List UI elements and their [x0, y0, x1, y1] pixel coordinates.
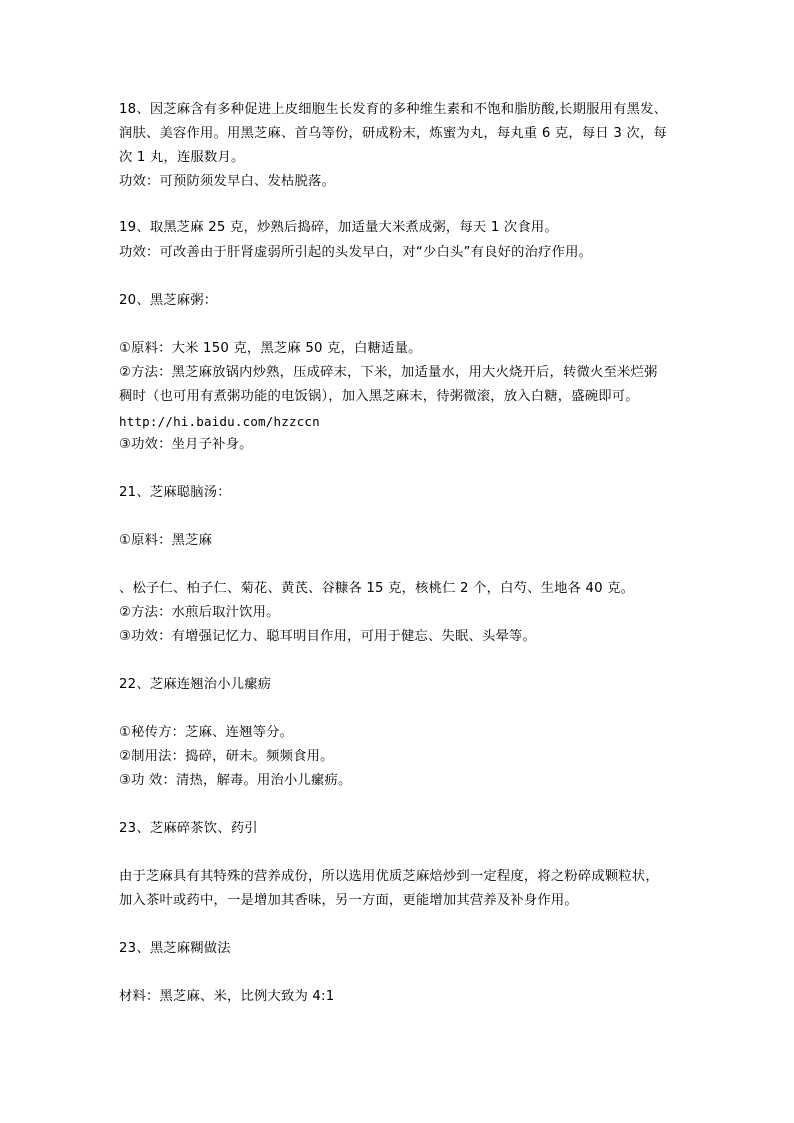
- item-23-body-line-2: 加入茶叶或药中，一是增加其香味，另一方面，更能增加其营养及补身作用。: [119, 893, 578, 908]
- item-20-method-line-2: 稠时（也可用有煮粥功能的电饭锅），加入黑芝麻末，待粥微滚，放入白糖，盛碗即可。: [119, 389, 639, 404]
- item-23-body-line-1: 由于芝麻具有其特殊的营养成份，所以选用优质芝麻焙炒到一定程度，将之粉碎成颗粒状，: [119, 869, 659, 884]
- item-18-line-1: 18、因芝麻含有多种促进上皮细胞生长发育的多种维生素和不饱和脂肪酸,长期服用有黑发、: [119, 102, 668, 117]
- item-21-effect: ③功效：有增强记忆力、聪耳明目作用，可用于健忘、失眠、头晕等。: [119, 629, 537, 644]
- item-19-effect: 功效：可改善由于肝肾虚弱所引起的头发早白，对“少白头”有良好的治疗作用。: [119, 245, 593, 260]
- item-22-method: ②制用法：捣碎，研末。频频食用。: [119, 749, 334, 764]
- item-20-heading: 20、黑芝麻粥：: [119, 293, 218, 308]
- item-18-line-2: 润肤、美容作用。用黑芝麻、首乌等份，研成粉末，炼蜜为丸，每丸重 6 克，每日 3 次，每: [119, 126, 667, 141]
- item-22-recipe: ①秘传方：芝麻、连翘等分。: [119, 725, 294, 740]
- item-20-method-line-1: ②方法：黑芝麻放锅内炒熟，压成碎末，下米，加适量水，用大火烧开后，转微火至米烂粥: [119, 365, 658, 380]
- item-20-ingredients: ①原料：大米 150 克，黑芝麻 50 克，白糖适量。: [119, 341, 422, 356]
- item-18-line-3: 次 1 丸，连服数月。: [119, 150, 245, 165]
- item-19-line-1: 19、取黑芝麻 25 克，炒熟后捣碎，加适量大米煮成粥，每天 1 次食用。: [119, 220, 558, 235]
- item-18-effect: 功效：可预防须发早白、发枯脱落。: [119, 174, 335, 189]
- item-21-method: ②方法：水煎后取汁饮用。: [119, 605, 280, 620]
- source-url: http://hi.baidu.com/hzzccn: [119, 414, 320, 429]
- item-20-effect: ③功效：坐月子补身。: [119, 437, 253, 452]
- item-23b-ingredients: 材料：黑芝麻、米，比例大致为 4:1: [119, 989, 335, 1004]
- item-22-heading: 22、芝麻连翘治小儿瘰疬: [119, 677, 272, 692]
- item-23-heading: 23、芝麻碎茶饮、药引: [119, 821, 258, 836]
- item-23b-heading: 23、黑芝麻糊做法: [119, 941, 231, 956]
- item-22-effect: ③功 效：清热，解毒。用治小儿瘰疬。: [119, 773, 352, 788]
- item-21-ingredients-cont: 、松子仁、柏子仁、菊花、黄芪、谷糠各 15 克，核桃仁 2 个，白芍、生地各 40 克。: [119, 581, 635, 596]
- item-21-ingredients: ①原料：黑芝麻: [119, 533, 213, 548]
- item-21-heading: 21、芝麻聪脑汤：: [119, 485, 231, 500]
